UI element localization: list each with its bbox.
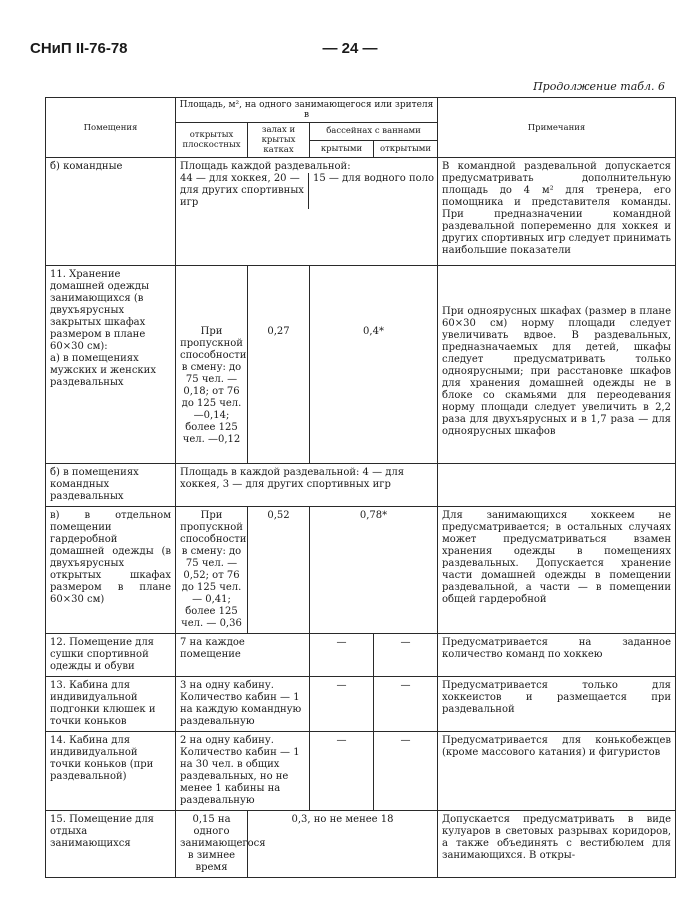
header-covered: крытыми	[310, 140, 374, 158]
row-area-merged: Площадь в каждой раздевальной: 4 — для хоккея, 3 — для других спортивных игр	[176, 464, 438, 507]
row-pools: 0,4*	[310, 266, 438, 464]
row-premise: 12. Помещение для сушки спортивной одежды и обуви	[46, 634, 176, 677]
row-area-merged: 2 на одну кабину. Количество кабин — 1 на 30 чел. в общих раздевальных, но не менее 1 кабины на раздевальную	[176, 732, 310, 811]
row-premise: в) в отдельном помещении гардеробной домашней одежды (в двухъярусных открытых шкафах размером в плане 60×30 см)	[46, 507, 176, 634]
row-covered: —	[310, 732, 374, 811]
row-note-empty	[438, 464, 676, 507]
row-premise: 13. Кабина для индивидуальной подгонки клюшек и точки коньков	[46, 677, 176, 732]
table-row	[46, 266, 676, 464]
table-header	[46, 98, 676, 158]
table-row	[46, 811, 676, 878]
row-area-left: 44 — для хоккея, 20 — для других спортивных игр	[180, 173, 304, 208]
row-note: Предусматривается для конькобежцев (кроме массового катания) и фигуристов	[438, 732, 676, 811]
row-covered: —	[310, 677, 374, 732]
table-row	[46, 507, 676, 634]
table-continuation-label: Продолжение табл. 6	[533, 80, 665, 93]
row-area-right: 15 — для водного поло	[308, 173, 437, 209]
row-area-merged	[176, 158, 438, 266]
row-open: —	[374, 677, 438, 732]
row-area-title: Площадь каждой раздевальной:	[180, 161, 351, 172]
table-row	[46, 634, 676, 677]
norms-table	[45, 97, 676, 878]
row-note: Предусматривается на заданное количество команд по хоккею	[438, 634, 676, 677]
row-halls: 0,27	[248, 266, 310, 464]
row-premise: 15. Помещение для отдыха занимающихся	[46, 811, 176, 878]
page-number: — 24 —	[322, 40, 378, 57]
header-notes: Примечания	[438, 98, 676, 158]
row-pools: 0,78*	[310, 507, 438, 634]
document-code: СНиП II-76-78	[30, 40, 128, 57]
row-open: —	[374, 634, 438, 677]
header-area-group: Площадь, м², на одного занимающегося или зрителя в	[176, 98, 438, 123]
header-open: открытыми	[374, 140, 438, 158]
row-open-flat: При пропускной способности в смену: до 75 чел. —0,18; от 76 до 125 чел. —0,14; более 125 чел. —0,12	[176, 266, 248, 464]
table-row	[46, 677, 676, 732]
row-premise-title: 11. Хранение домашней одежды занимающихся (в двухъярусных закрытых шкафах размером в плане 60×30 см):	[50, 269, 150, 352]
header-halls-rinks: залах и крытых катках	[248, 123, 310, 158]
row-note: Предусматривается только для хоккеистов и размещается при раздевальной	[438, 677, 676, 732]
table-row	[46, 158, 676, 266]
row-premise: 14. Кабина для индивидуальной точки коньков (при раздевальной)	[46, 732, 176, 811]
row-premise	[46, 266, 176, 464]
header-open-flat: открытых плоскостных	[176, 123, 248, 158]
row-premise: б) командные	[46, 158, 176, 266]
row-note: В командной раздевальной допускается предусматривать дополнительную площадь до 4 м² для тренера, его помощника и представителя команды. При предназначении командной раздевальной попеременно для хоккея и других спортивных игр следует принимать наибольшие показатели	[438, 158, 676, 266]
header-premises: Помещения	[46, 98, 176, 158]
row-covered: —	[310, 634, 374, 677]
row-note: При одноярусных шкафах (размер в плане 60×30 см) норму площади следует увеличивать вдвое. В раздевальных, предназначаемых для детей, шкафы следует предусматривать только одноярусными; при расстановке шкафов для хранения домашней одежды не в блоке со скамьями для переодевания норму площади следует увеличить в 2,2 раза для двухъярусных и в 1,7 раза — для одноярусных шкафов	[438, 266, 676, 464]
row-premise: б) в помещениях командных раздевальных	[46, 464, 176, 507]
table-row	[46, 732, 676, 811]
row-area-merged: 7 на каждое помещение	[176, 634, 310, 677]
header-pools: бассейнах с ваннами	[310, 123, 438, 141]
row-open-flat: 0,15 на одного занимающегося в зимнее время	[176, 811, 248, 878]
row-open-flat: При пропускной способности в смену: до 75 чел. — 0,52; от 76 до 125 чел. — 0,41; более 125 чел. — 0,36	[176, 507, 248, 634]
row-open: —	[374, 732, 438, 811]
row-halls: 0,52	[248, 507, 310, 634]
row-area-merged: 3 на одну кабину. Количество кабин — 1 на каждую командную раздевальную	[176, 677, 310, 732]
row-note: Допускается предусматривать в виде кулуаров в световых разрывах коридоров, а также объединять с вестибюлем для занимающихся. В откры-	[438, 811, 676, 878]
row-note: Для занимающихся хоккеем не предусматривается; в остальных случаях может предусматриваться взамен хранения одежды в помещениях раздевальных. Допускается хранение части домашней одежды в помещении раздевальной, а части — в помещении общей гардеробной	[438, 507, 676, 634]
row-rest-merged: 0,3, но не менее 18	[248, 811, 438, 878]
row-premise-sub: а) в помещениях мужских и женских раздевальных	[50, 353, 156, 388]
table-row	[46, 464, 676, 507]
